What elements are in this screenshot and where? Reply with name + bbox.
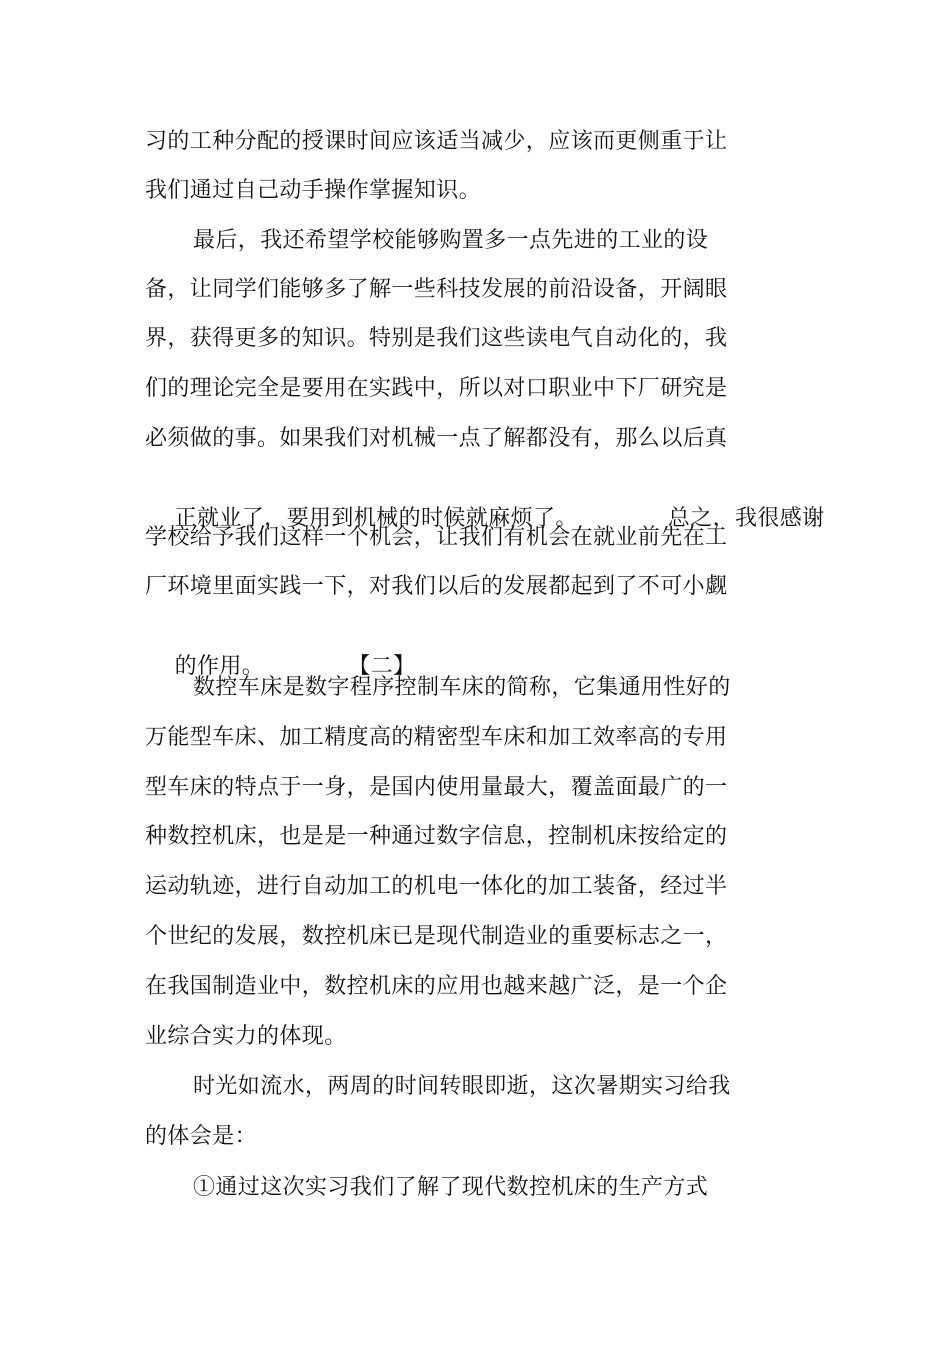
text-line: 厂环境里面实践一下，对我们以后的发展都起到了不可小觑 <box>145 574 728 599</box>
text-segment: 正就业了，要用到机械的时候就麻烦了。 <box>174 506 578 531</box>
text-line: 个世纪的发展，数控机床已是现代制造业的重要标志之一， <box>145 924 728 949</box>
text-line: 我们通过自己动手操作掌握知识。 <box>145 178 482 203</box>
text-line: 种数控机床，也是是一种通过数字信息，控制机床按给定的 <box>145 824 728 849</box>
text-line: 运动轨迹，进行自动加工的机电一体化的加工装备，经过半 <box>145 874 728 899</box>
list-item-line: ①通过这次实习我们了解了现代数控机床的生产方式 <box>193 1175 709 1200</box>
text-line: 在我国制造业中，数控机床的应用也越来越广泛，是一个企 <box>145 974 728 999</box>
text-line: 们的理论完全是要用在实践中，所以对口职业中下厂研究是 <box>145 376 728 401</box>
text-line: 学校给予我们这样一个机会，让我们有机会在就业前先在工 <box>145 525 728 550</box>
text-line: 界，获得更多的知识。特别是我们这些读电气自动化的，我 <box>145 326 728 351</box>
text-line: 习的工种分配的授课时间应该适当减少，应该而更侧重于让 <box>145 129 728 154</box>
text-line: 万能型车床、加工精度高的精密型车床和加工效率高的专用 <box>145 725 728 750</box>
text-segment: 的作用。 <box>174 654 265 679</box>
text-line: 必须做的事。如果我们对机械一点了解都没有，那么以后真 <box>145 426 728 451</box>
paragraph-start-line: 数控车床是数字程序控制车床的简称，它集通用性好的 <box>193 675 731 700</box>
text-line: 业综合实力的体现。 <box>145 1024 347 1049</box>
paragraph-start-line: 时光如流水，两周的时间转眼即逝，这次暑期实习给我 <box>193 1074 731 1099</box>
text-line: 型车床的特点于一身，是国内使用量最大，覆盖面最广的一 <box>145 775 728 800</box>
paragraph-start-line: 最后，我还希望学校能够购置多一点先进的工业的设 <box>193 228 709 253</box>
section-heading: 【二】 <box>348 654 416 679</box>
text-line: 备，让同学们能够多了解一些科技发展的前沿设备，开阔眼 <box>145 277 728 302</box>
text-line: 的体会是： <box>145 1124 258 1149</box>
text-segment: 总之，我很感谢 <box>667 506 825 531</box>
